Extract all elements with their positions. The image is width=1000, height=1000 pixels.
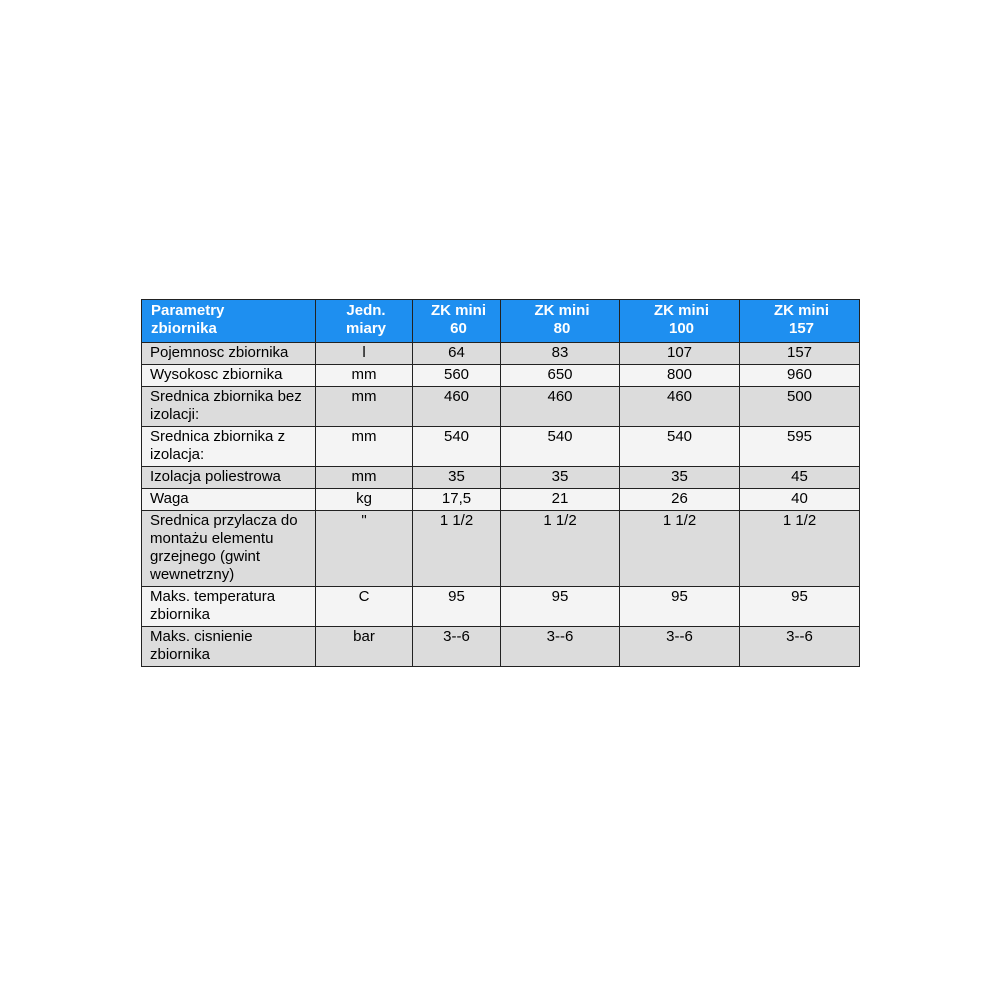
row-value: 17,5 xyxy=(413,489,501,511)
table-row xyxy=(142,489,860,511)
header-model-60: ZK mini 60 xyxy=(413,300,501,343)
row-value: 460 xyxy=(413,387,501,427)
row-value: 83 xyxy=(501,343,620,365)
row-param: Srednica zbiornika bez izolacji: xyxy=(142,387,316,427)
table-row xyxy=(142,427,860,467)
table-row xyxy=(142,587,860,627)
row-value: 500 xyxy=(740,387,860,427)
row-unit: mm xyxy=(316,427,413,467)
header-parameters: Parametry zbiornika xyxy=(142,300,316,343)
row-param: Pojemnosc zbiornika xyxy=(142,343,316,365)
header-model-80: ZK mini 80 xyxy=(501,300,620,343)
row-value: 540 xyxy=(413,427,501,467)
row-unit: mm xyxy=(316,387,413,427)
row-value: 21 xyxy=(501,489,620,511)
row-value: 45 xyxy=(740,467,860,489)
row-value: 3--6 xyxy=(501,627,620,667)
table-row xyxy=(142,627,860,667)
row-value: 460 xyxy=(501,387,620,427)
row-value: 35 xyxy=(413,467,501,489)
row-value: 540 xyxy=(501,427,620,467)
row-value: 3--6 xyxy=(740,627,860,667)
row-value: 40 xyxy=(740,489,860,511)
row-value: 650 xyxy=(501,365,620,387)
table-row xyxy=(142,467,860,489)
row-value: 3--6 xyxy=(620,627,740,667)
table-header-row xyxy=(142,300,860,343)
row-value: 1 1/2 xyxy=(501,511,620,587)
row-param: Srednica zbiornika z izolacja: xyxy=(142,427,316,467)
row-value: 3--6 xyxy=(413,627,501,667)
row-value: 540 xyxy=(620,427,740,467)
row-unit: C xyxy=(316,587,413,627)
row-param: Srednica przylacza do montażu elementu grzejnego (gwint wewnetrzny) xyxy=(142,511,316,587)
header-unit: Jedn. miary xyxy=(316,300,413,343)
row-param: Maks. temperatura zbiornika xyxy=(142,587,316,627)
row-value: 95 xyxy=(413,587,501,627)
header-model-100: ZK mini 100 xyxy=(620,300,740,343)
row-value: 95 xyxy=(620,587,740,627)
row-value: 26 xyxy=(620,489,740,511)
row-param: Maks. cisnienie zbiornika xyxy=(142,627,316,667)
row-unit: " xyxy=(316,511,413,587)
row-param: Izolacja poliestrowa xyxy=(142,467,316,489)
table-row xyxy=(142,387,860,427)
row-value: 595 xyxy=(740,427,860,467)
row-value: 960 xyxy=(740,365,860,387)
row-value: 64 xyxy=(413,343,501,365)
row-unit: l xyxy=(316,343,413,365)
row-value: 560 xyxy=(413,365,501,387)
row-param: Waga xyxy=(142,489,316,511)
table-row xyxy=(142,511,860,587)
row-value: 95 xyxy=(501,587,620,627)
row-value: 1 1/2 xyxy=(620,511,740,587)
row-value: 157 xyxy=(740,343,860,365)
row-value: 460 xyxy=(620,387,740,427)
row-unit: bar xyxy=(316,627,413,667)
specifications-table xyxy=(141,299,860,667)
row-unit: mm xyxy=(316,467,413,489)
table-row xyxy=(142,365,860,387)
row-value: 107 xyxy=(620,343,740,365)
row-value: 95 xyxy=(740,587,860,627)
row-value: 1 1/2 xyxy=(740,511,860,587)
row-value: 35 xyxy=(620,467,740,489)
header-model-157: ZK mini 157 xyxy=(740,300,860,343)
row-unit: kg xyxy=(316,489,413,511)
row-unit: mm xyxy=(316,365,413,387)
table-row xyxy=(142,343,860,365)
row-value: 1 1/2 xyxy=(413,511,501,587)
row-value: 35 xyxy=(501,467,620,489)
row-param: Wysokosc zbiornika xyxy=(142,365,316,387)
row-value: 800 xyxy=(620,365,740,387)
